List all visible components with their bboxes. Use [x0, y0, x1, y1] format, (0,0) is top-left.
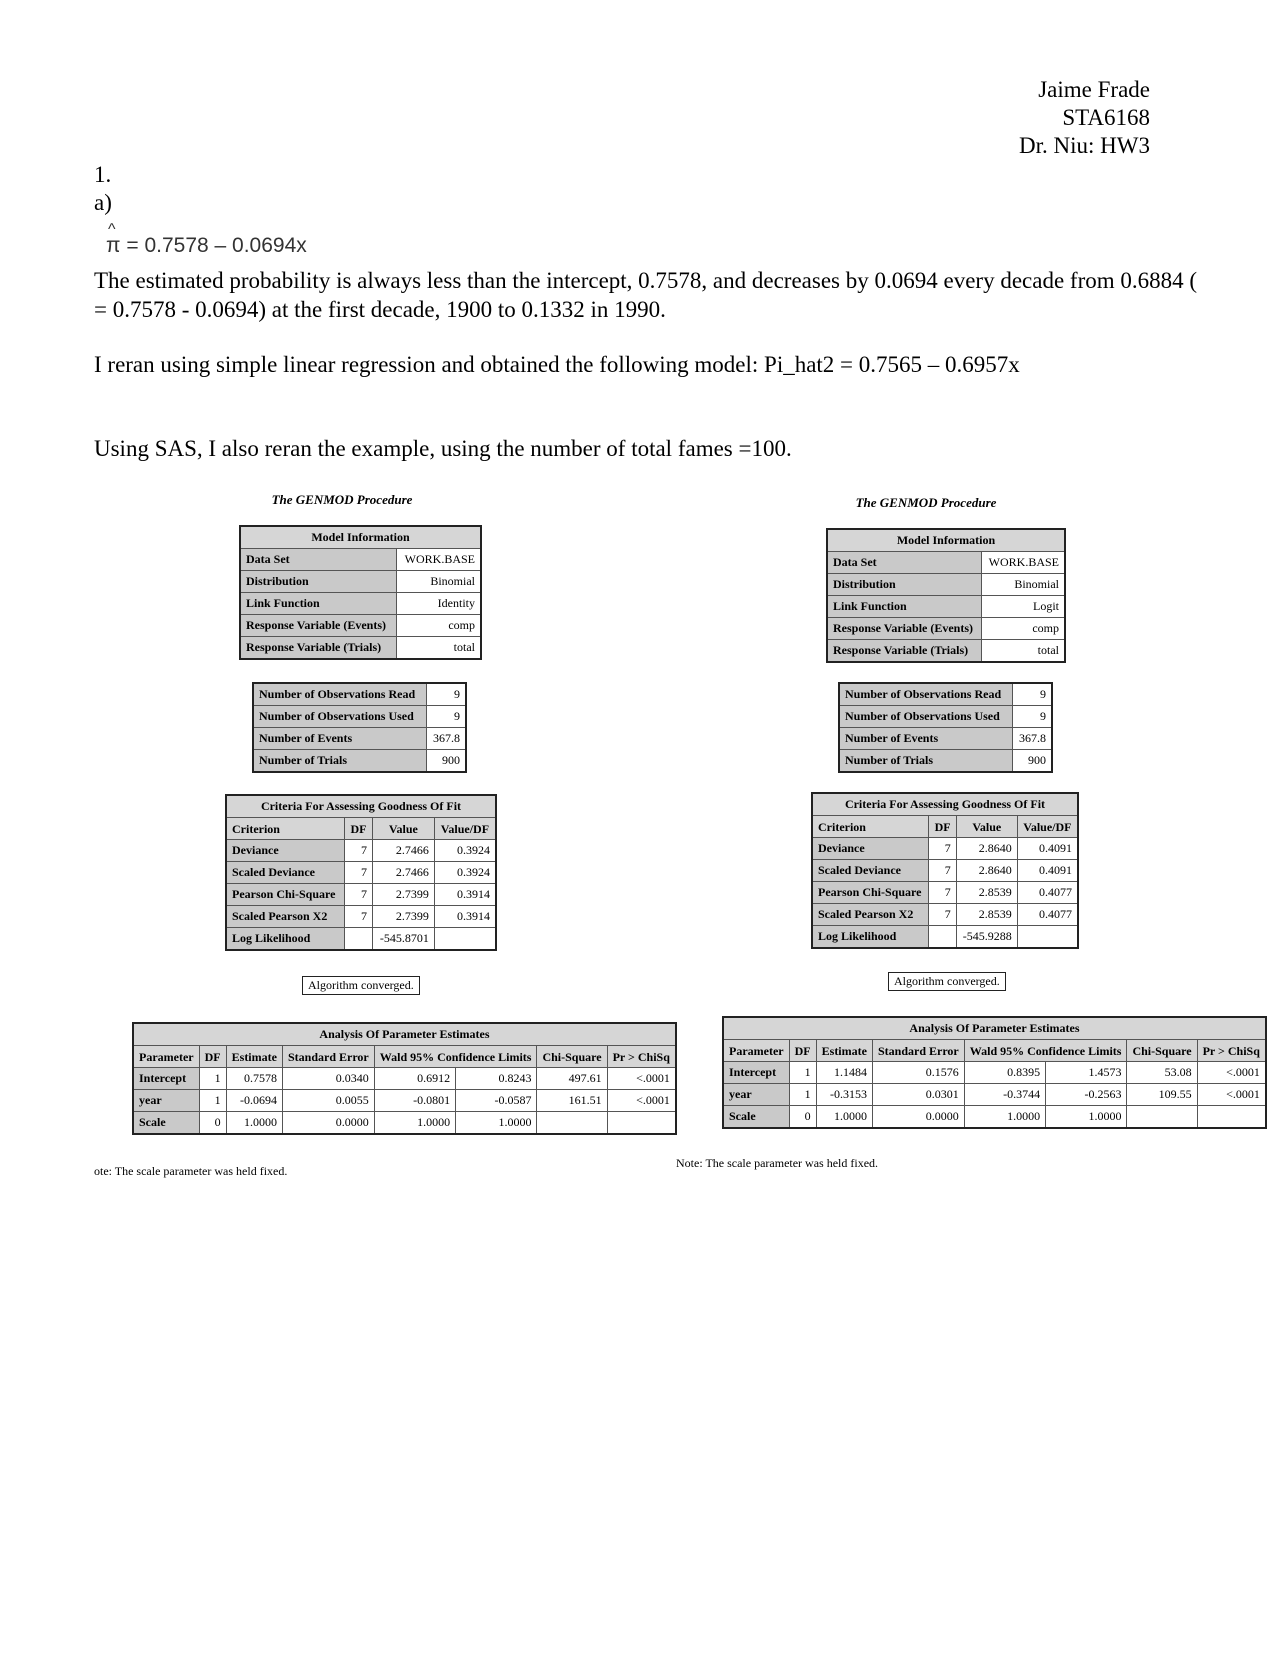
- table-row: Scaled Pearson X2 7 2.7399 0.3914: [226, 906, 496, 928]
- proc-title: The GENMOD Procedure: [271, 492, 413, 507]
- model-equation: [106, 234, 307, 258]
- table-caption: Criteria For Assessing Goodness Of Fit: [226, 795, 496, 818]
- table-caption: Model Information: [827, 529, 1065, 552]
- genmod-output-logit: [676, 492, 1260, 1182]
- table-row: Response Variable (Trials) total: [827, 640, 1065, 663]
- genmod-output-identity: [94, 492, 670, 1182]
- table-row: Response Variable (Events) comp: [827, 618, 1065, 640]
- table-row: Number of Observations Used 9: [839, 706, 1052, 728]
- table-caption: Analysis Of Parameter Estimates: [133, 1023, 676, 1046]
- table-row: Response Variable (Events) comp: [240, 615, 481, 637]
- table-row: Link Function Logit: [827, 596, 1065, 618]
- table-row: Scaled Pearson X2 7 2.8539 0.4077: [812, 904, 1078, 926]
- table-caption: Criteria For Assessing Goodness Of Fit: [812, 793, 1078, 816]
- pi-hat-symbol: ^ π: [106, 234, 121, 258]
- table-row: Response Variable (Trials) total: [240, 637, 481, 660]
- parameter-estimates-table: Analysis Of Parameter Estimates Parameter DF Estimate Standard Error Wald 95% Confidence Limits Chi-Square Pr > ChiSq Intercept 1 0.7578 0.0340 0.6912 0.8243 497.61 <.0001 year 1 -0.0694 0.0055 -0.0801 -0.0587 161.51 <.0001 Scale 0 1.0000 0.0000 1.0000 1.0000: [132, 1022, 677, 1135]
- question-part: a): [94, 190, 112, 215]
- slr-paragraph: I reran using simple linear regression and obtained the following model: Pi_hat2 = 0.7565 – 0.6957x: [94, 352, 1020, 377]
- equation-rhs: = 0.7578 – 0.0694x: [126, 234, 307, 257]
- table-row: Number of Events 367.8: [839, 728, 1052, 750]
- model-information-table: [239, 525, 482, 660]
- table-row: Deviance 7 2.7466 0.3924: [226, 840, 496, 862]
- convergence-status: Algorithm converged.: [302, 976, 420, 995]
- course-code: STA6168: [1062, 105, 1150, 130]
- table-row: Number of Observations Read 9: [253, 683, 466, 706]
- proc-title: The GENMOD Procedure: [855, 495, 997, 510]
- model-information-table: [826, 528, 1066, 663]
- parameter-estimates-table: Analysis Of Parameter Estimates Parameter DF Estimate Standard Error Wald 95% Confidence Limits Chi-Square Pr > ChiSq Intercept 1 1.1484 0.1576 0.8395 1.4573 53.08 <.0001 year 1 -0.3153 0.0301 -0.3744 -0.2563 109.55 <.0001 Scale 0 1.0000 0.0000 1.0000 1.0000: [722, 1016, 1267, 1129]
- observations-table: [252, 682, 467, 773]
- interpretation-paragraph: The estimated probability is always less than the intercept, 0.7578, and decreases by 0.0694 every decade from 0.6884 ( = 0.7578 - 0.0694) at the first decade, 1900 to 0.1332 in 1990.: [94, 268, 1198, 322]
- assignment-label: Dr. Niu: HW3: [1019, 133, 1150, 158]
- table-row: Log Likelihood -545.9288: [812, 926, 1078, 949]
- table-row: Number of Trials 900: [839, 750, 1052, 773]
- author-name: Jaime Frade: [1038, 77, 1150, 102]
- table-row: Distribution Binomial: [827, 574, 1065, 596]
- table-row: Scaled Deviance 7 2.8640 0.4091: [812, 860, 1078, 882]
- goodness-of-fit-table: Criteria For Assessing Goodness Of Fit Criterion DF Value Value/DF Deviance 7 2.7466 0.3924 Scaled Deviance 7 2.7466 0.3924 Pearson Chi-Square 7 2.7399 0.3914 Scaled Pearson X2 7 2.7399 0.3914 Log Likelihood -545.8701: [225, 794, 497, 951]
- table-caption: Analysis Of Parameter Estimates: [723, 1017, 1266, 1040]
- author-header: [1019, 76, 1150, 160]
- table-row: Intercept 1 0.7578 0.0340 0.6912 0.8243 497.61 <.0001: [133, 1068, 676, 1090]
- table-row: Data Set WORK.BASE: [827, 552, 1065, 574]
- table-row: year 1 -0.3153 0.0301 -0.3744 -0.2563 109.55 <.0001: [723, 1084, 1266, 1106]
- table-row: Deviance 7 2.8640 0.4091: [812, 838, 1078, 860]
- table-row: Link Function Identity: [240, 593, 481, 615]
- table-row: Log Likelihood -545.8701: [226, 928, 496, 951]
- table-row: Number of Trials 900: [253, 750, 466, 773]
- table-row: Scale 0 1.0000 0.0000 1.0000 1.0000: [133, 1112, 676, 1135]
- table-row: Pearson Chi-Square 7 2.7399 0.3914: [226, 884, 496, 906]
- sas-paragraph: Using SAS, I also reran the example, using the number of total fames =100.: [94, 436, 792, 461]
- table-row: Intercept 1 1.1484 0.1576 0.8395 1.4573 53.08 <.0001: [723, 1062, 1266, 1084]
- table-row: Distribution Binomial: [240, 571, 481, 593]
- goodness-of-fit-table: Criteria For Assessing Goodness Of Fit Criterion DF Value Value/DF Deviance 7 2.8640 0.4091 Scaled Deviance 7 2.8640 0.4091 Pearson Chi-Square 7 2.8539 0.4077 Scaled Pearson X2 7 2.8539 0.4077 Log Likelihood -545.9288: [811, 792, 1079, 949]
- table-row: year 1 -0.0694 0.0055 -0.0801 -0.0587 161.51 <.0001: [133, 1090, 676, 1112]
- table-row: Scale 0 1.0000 0.0000 1.0000 1.0000: [723, 1106, 1266, 1129]
- scale-note: Note: The scale parameter was held fixed.: [676, 1156, 879, 1170]
- convergence-status: Algorithm converged.: [888, 972, 1006, 991]
- observations-table: [838, 682, 1053, 773]
- scale-note: ote: The scale parameter was held fixed.: [94, 1164, 288, 1178]
- table-row: Scaled Deviance 7 2.7466 0.3924: [226, 862, 496, 884]
- table-row: Number of Observations Used 9: [253, 706, 466, 728]
- table-row: Pearson Chi-Square 7 2.8539 0.4077: [812, 882, 1078, 904]
- question-number: 1.: [94, 162, 112, 187]
- table-row: Number of Observations Read 9: [839, 683, 1052, 706]
- table-caption: Model Information: [240, 526, 481, 549]
- table-row: Number of Events 367.8: [253, 728, 466, 750]
- table-row: Data Set WORK.BASE: [240, 549, 481, 571]
